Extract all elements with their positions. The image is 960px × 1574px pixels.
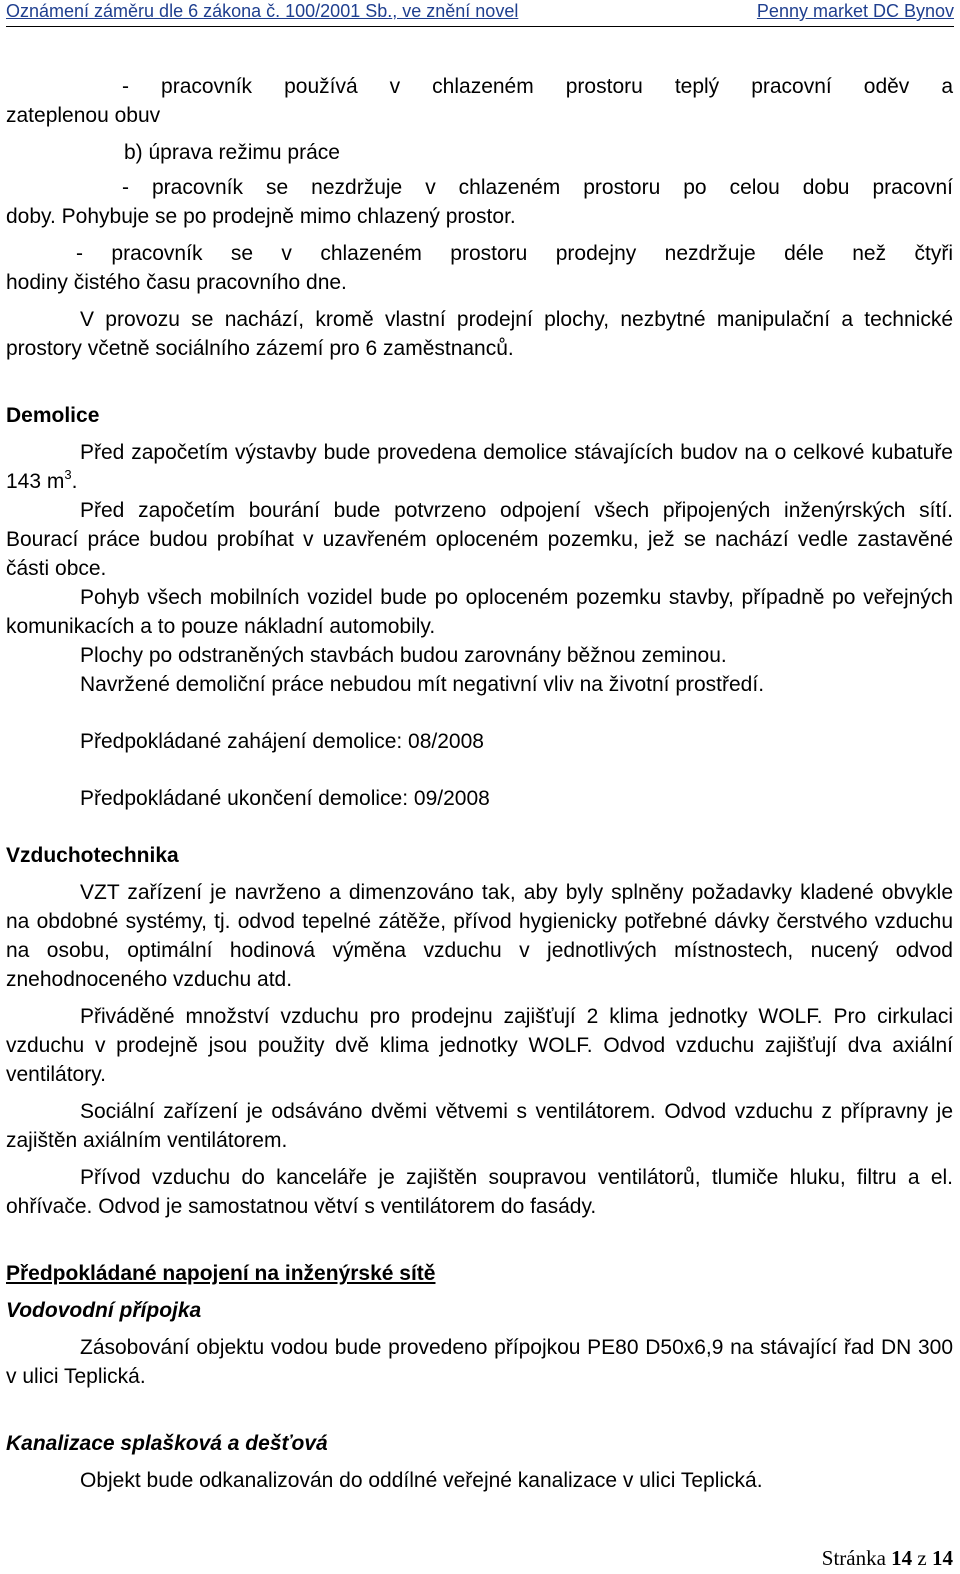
paragraph: V provozu se nachází, kromě vlastní prodejní plochy, nezbytné manipulační a technické prostory včetně sociálního zázemí pro 6 zaměstnanců. bbox=[6, 308, 953, 360]
paragraph: VZT zařízení je navrženo a dimenzováno tak, aby byly splněny požadavky kladené obvykle na obdobné systémy, tj. odvod tepelné zátěže, přívod hygienicky potřebné dávky čerstvého vzduchu na osobu, optimální hodinová výměna vzduchu v jednotlivých místnostech, nucený odvod znehodnoceného vzduchu atd. bbox=[6, 881, 953, 991]
subsection-heading-kanalizace: Kanalizace splašková a dešťová bbox=[6, 1432, 328, 1455]
paragraph: hodiny čistého času pracovního dne. bbox=[6, 271, 347, 294]
footer-page-total: 14 bbox=[932, 1546, 953, 1570]
paragraph: - pracovník se nezdržuje v chlazeném prostoru po celou dobu pracovní bbox=[122, 176, 953, 199]
paragraph: Přiváděné množství vzduchu pro prodejnu zajišťují 2 klima jednotky WOLF. Pro cirkulaci vzduchu v prodejně jsou použity dvě klima jednotky WOLF. Odvod vzduchu zajišťují dva axiální ventilátory. bbox=[6, 1005, 953, 1086]
page-header bbox=[6, 0, 954, 27]
paragraph: Před započetím bourání bude potvrzeno odpojení všech připojených inženýrských sítí. Bourací práce budou probíhat v uzavřeném oploceném pozemku, jež se nachází vedle zastavěné části obce. bbox=[6, 499, 953, 580]
footer-of: z bbox=[917, 1546, 927, 1570]
paragraph: Plochy po odstraněných stavbách budou zarovnány běžnou zeminou. bbox=[80, 644, 727, 667]
demolition-start-date: Předpokládané zahájení demolice: 08/2008 bbox=[80, 730, 484, 753]
paragraph: - pracovník používá v chlazeném prostoru teplý pracovní oděv a bbox=[122, 75, 953, 98]
paragraph: b) úprava režimu práce bbox=[124, 141, 340, 164]
demolition-end-date: Předpokládané ukončení demolice: 09/2008 bbox=[80, 787, 490, 810]
paragraph: Přívod vzduchu do kanceláře je zajištěn soupravou ventilátorů, tlumiče hluku, filtru a el. ohřívače. Odvod je samostatnou větví s ventilátorem do fasády. bbox=[6, 1166, 953, 1218]
paragraph: doby. Pohybuje se po prodejně mimo chlazený prostor. bbox=[6, 205, 516, 228]
page-body bbox=[6, 72, 953, 1495]
header-document-title: Oznámení záměru dle 6 zákona č. 100/2001 Sb., ve znění novel bbox=[6, 1, 519, 21]
page-footer bbox=[822, 1546, 953, 1571]
footer-label: Stránka bbox=[821, 1546, 886, 1570]
paragraph: zateplenou obuv bbox=[6, 104, 161, 127]
section-heading-demolice: Demolice bbox=[6, 404, 100, 427]
section-heading-napojeni: Předpokládané napojení na inženýrské sítě bbox=[6, 1262, 436, 1285]
paragraph: - pracovník se v chlazeném prostoru prodejny nezdržuje déle než čtyři bbox=[76, 242, 953, 265]
footer-page-number: 14 bbox=[891, 1546, 913, 1570]
section-heading-vzduchotechnika: Vzduchotechnika bbox=[6, 844, 179, 867]
paragraph: Objekt bude odkanalizován do oddílné veřejné kanalizace v ulici Teplická. bbox=[80, 1469, 763, 1492]
paragraph: Sociální zařízení je odsáváno dvěmi větvemi s ventilátorem. Odvod vzduchu z přípravny je zajištěn axiálním ventilátorem. bbox=[6, 1100, 953, 1152]
paragraph: Navržené demoliční práce nebudou mít negativní vliv na životní prostředí. bbox=[80, 673, 765, 696]
paragraph: Pohyb všech mobilních vozidel bude po oploceném pozemku stavby, případně po veřejných komunikacích a to pouze nákladní automobily. bbox=[6, 586, 953, 638]
header-project-name: Penny market DC Bynov bbox=[756, 1, 954, 21]
paragraph: Před započetím výstavby bude provedena demolice stávajících budov na o celkové kubatuře 143 $m^3$. bbox=[6, 441, 953, 493]
paragraph: Zásobování objektu vodou bude provedeno přípojkou PE80 D50x6,9 na stávající řad DN 300 v ulici Teplická. bbox=[6, 1336, 953, 1388]
subsection-heading-vodovod: Vodovodní přípojka bbox=[6, 1299, 202, 1322]
